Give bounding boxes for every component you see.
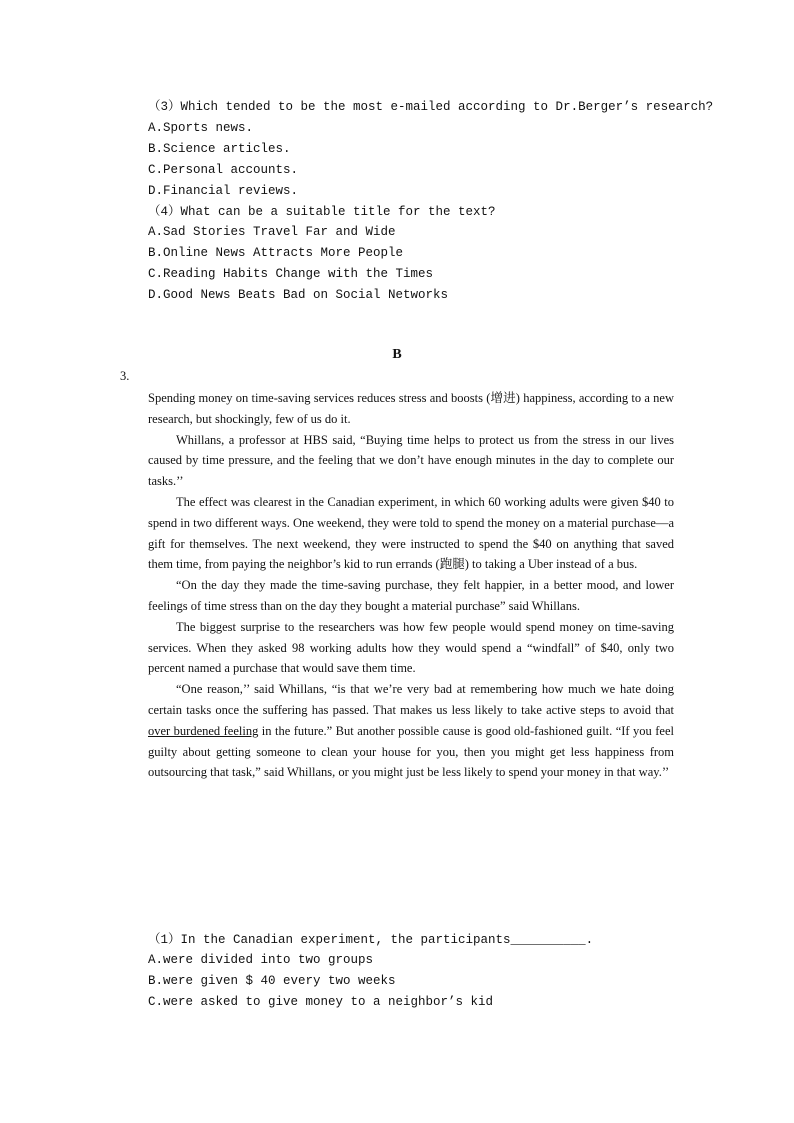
underlined-phrase: over burdened feeling [148,723,259,738]
question-3-option-a: A.Sports news. [148,121,254,135]
section-heading: B [392,347,402,362]
question-4-stem: （4）What can be a suitable title for the text? [148,205,496,219]
question-1-option-b: B.were given $ 40 every two weeks [148,974,396,988]
question-1-option-c: C.were asked to give money to a neighbor’s kid [148,995,494,1009]
question-1-option-a: A.were divided into two groups [148,953,374,967]
passage-paragraph-6 [148,679,674,783]
paragraph-6-part-2: in the future.” But another possible cause is good old-fashioned guilt. “If you feel guilty about getting someone to clean your house for you, then you might get less happiness from outsourcing that task,” said Whillans, or you might just be less likely to spend your money in that way.’’ [148,723,674,780]
question-4-option-c: C.Reading Habits Change with the Times [148,267,434,281]
question-4-option-b: B.Online News Attracts More People [148,246,404,260]
passage [148,388,674,783]
question-3-option-c: C.Personal accounts. [148,163,299,177]
passage-paragraph-3: The effect was clearest in the Canadian experiment, in which 60 working adults were given $40 to spend in two different ways. One weekend, they were told to spend the money on a material purchase—a gift for themselves. The next weekend, they were instructed to spend the $40 on anything that saved them time, from paying the neighbor’s kid to run errands (跑腿) to taking a Uber instead of a bus. [148,494,674,572]
question-number: 3. [120,369,130,383]
question-3-option-d: D.Financial reviews. [148,184,299,198]
passage-paragraph-4: “On the day they made the time-saving purchase, they felt happier, in a better mood, and lower feelings of time stress than on the day they bought a material purchase” said Whillans. [148,578,674,613]
paragraph-6-part-1: “One reason,’’ said Whillans, “is that we’re very bad at remembering how much we hate doing certain tasks once the suffering has passed. That makes us less likely to take active steps to avoid that [148,682,674,717]
question-1-stem: （1）In the Canadian experiment, the participants__________. [148,933,594,947]
question-3-option-b: B.Science articles. [148,142,291,156]
question-4-option-d: D.Good News Beats Bad on Social Networks [148,288,449,302]
passage-paragraph-1: Spending money on time-saving services reduces stress and boosts (增进) happiness, according to a new research, but shockingly, few of us do it. [148,391,674,426]
question-3-stem: （3）Which tended to be the most e-mailed according to Dr.Berger’s research? [148,100,714,114]
question-4-option-a: A.Sad Stories Travel Far and Wide [148,225,396,239]
passage-paragraph-2: Whillans, a professor at HBS said, “Buying time helps to protect us from the stress in our lives caused by time pressure, and the feeling that we don’t have enough minutes in the day to complete our tasks.’’ [148,432,674,489]
passage-paragraph-5: The biggest surprise to the researchers was how few people would spend money on time-saving services. When they asked 98 working adults how they would spend a “windfall” of $40, only two percent named a purchase that would save them time. [148,619,674,676]
